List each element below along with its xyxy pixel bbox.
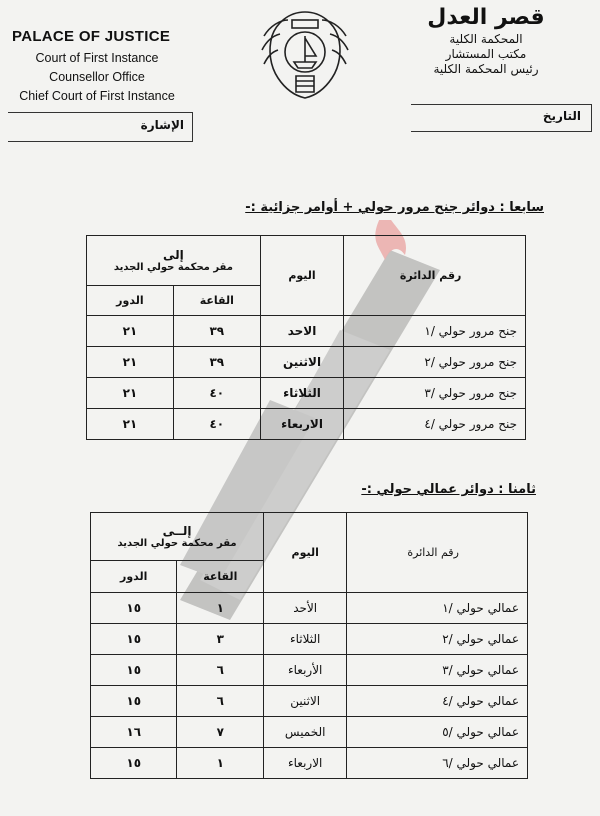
hall-cell: ٦ — [177, 655, 264, 686]
header-circuit: رقم الدائرة — [344, 236, 526, 316]
circuit-cell: عمالي حولي /١ — [347, 593, 528, 624]
day-cell: الأربعاء — [264, 655, 347, 686]
hall-cell: ٦ — [177, 686, 264, 717]
hall-cell: ٤٠ — [173, 378, 260, 409]
schedule-table-traffic — [86, 235, 526, 440]
floor-cell: ٢١ — [87, 316, 174, 347]
english-line: Counsellor Office — [49, 70, 145, 84]
arabic-title: قصر العدل — [427, 5, 545, 30]
header-arabic — [386, 4, 586, 77]
day-cell: الثلاثاء — [260, 378, 343, 409]
header-new-hq — [91, 513, 264, 561]
floor-cell: ٢١ — [87, 378, 174, 409]
english-line: Chief Court of First Instance — [19, 89, 175, 103]
header-new-hq — [87, 236, 261, 286]
header-floor: الدور — [87, 286, 174, 316]
table-row — [91, 686, 528, 717]
section-title: ثامنا : دوائر عمالي حولي :- — [361, 482, 536, 497]
table-row — [87, 347, 526, 378]
header-new-hq-label: مقر محكمة حولي الجديد — [113, 262, 233, 273]
circuit-cell: عمالي حولي /٤ — [347, 686, 528, 717]
english-title: PALACE OF JUSTICE — [12, 28, 171, 45]
circuit-cell: عمالي حولي /٥ — [347, 717, 528, 748]
day-cell: الاحد — [260, 316, 343, 347]
header-to: إلى — [163, 248, 184, 262]
hall-cell: ٤٠ — [173, 409, 260, 440]
day-cell: الخميس — [264, 717, 347, 748]
arabic-line: المحكمة الكلية — [449, 32, 523, 46]
hall-cell: ٣٩ — [173, 316, 260, 347]
state-emblem-icon — [258, 6, 352, 102]
circuit-cell: جنح مرور حولي /٤ — [344, 409, 526, 440]
hall-cell: ٣٩ — [173, 347, 260, 378]
floor-cell: ٢١ — [87, 409, 174, 440]
english-line: Court of First Instance — [35, 51, 159, 65]
header-new-hq-label: مقر محكمة حولي الجديد — [117, 538, 237, 549]
header-to: إلــى — [162, 524, 192, 538]
day-cell: الاربعاء — [264, 748, 347, 779]
hall-cell: ١ — [177, 748, 264, 779]
floor-cell: ١٥ — [91, 624, 177, 655]
arabic-line: مكتب المستشار — [445, 47, 527, 61]
day-cell: الاثنين — [264, 686, 347, 717]
header-hall: القاعة — [177, 561, 264, 593]
day-cell: الثلاثاء — [264, 624, 347, 655]
table-row — [91, 593, 528, 624]
day-cell: الاربعاء — [260, 409, 343, 440]
table-row — [91, 717, 528, 748]
reference-box — [8, 112, 193, 142]
circuit-cell: جنح مرور حولي /٢ — [344, 347, 526, 378]
reference-label: الإشارة — [140, 118, 184, 132]
table-row — [91, 655, 528, 686]
arabic-line: رئيس المحكمة الكلية — [433, 62, 539, 76]
table-row — [87, 409, 526, 440]
floor-cell: ١٥ — [91, 655, 177, 686]
day-cell: الأحد — [264, 593, 347, 624]
circuit-cell: عمالي حولي /٢ — [347, 624, 528, 655]
header-hall: القاعة — [173, 286, 260, 316]
schedule-table-labor — [90, 512, 528, 779]
circuit-cell: عمالي حولي /٣ — [347, 655, 528, 686]
hall-cell: ١ — [177, 593, 264, 624]
header-english — [12, 28, 212, 106]
date-label: التاريخ — [542, 109, 581, 123]
header-circuit: رقم الدائرة — [347, 513, 528, 593]
floor-cell: ١٥ — [91, 686, 177, 717]
day-cell: الاثنين — [260, 347, 343, 378]
date-box — [411, 104, 592, 132]
table-row — [87, 316, 526, 347]
header-day: اليوم — [260, 236, 343, 316]
hall-cell: ٣ — [177, 624, 264, 655]
floor-cell: ١٥ — [91, 748, 177, 779]
table-row — [87, 378, 526, 409]
floor-cell: ١٦ — [91, 717, 177, 748]
hall-cell: ٧ — [177, 717, 264, 748]
table-row — [91, 624, 528, 655]
section-title: سابعا : دوائر جنح مرور حولي + أوامر جزائية :- — [245, 200, 544, 215]
circuit-cell: جنح مرور حولي /١ — [344, 316, 526, 347]
table-row — [91, 748, 528, 779]
floor-cell: ٢١ — [87, 347, 174, 378]
header-day: اليوم — [264, 513, 347, 593]
floor-cell: ١٥ — [91, 593, 177, 624]
header-floor: الدور — [91, 561, 177, 593]
circuit-cell: عمالي حولي /٦ — [347, 748, 528, 779]
circuit-cell: جنح مرور حولي /٣ — [344, 378, 526, 409]
